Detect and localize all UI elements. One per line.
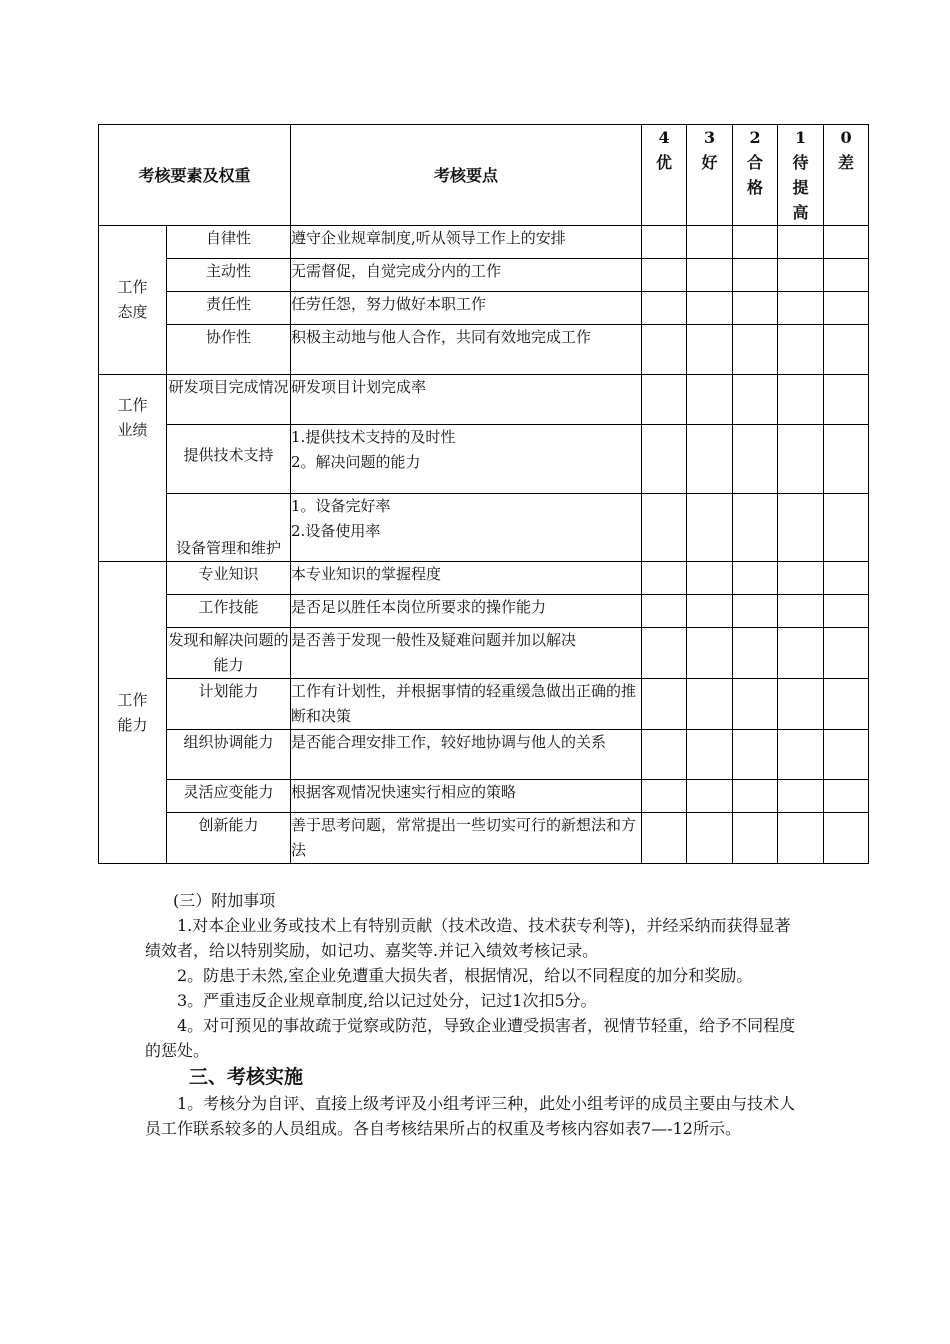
score-cell[interactable] <box>687 813 733 864</box>
item-description: 工作有计划性，并根据事情的轻重缓急做出正确的推断和决策 <box>291 679 642 730</box>
category-work-performance: 工作业绩 <box>99 375 167 562</box>
score-cell[interactable] <box>778 679 824 730</box>
score-cell[interactable] <box>733 425 778 494</box>
score-cell[interactable] <box>778 259 824 292</box>
score-cell[interactable] <box>733 813 778 864</box>
score-cell[interactable] <box>824 780 869 813</box>
score-cell[interactable] <box>687 780 733 813</box>
item-label: 工作技能 <box>167 595 291 628</box>
table-row <box>99 226 869 259</box>
item-description: 是否善于发现一般性及疑难问题并加以解决 <box>291 628 642 679</box>
score-cell[interactable] <box>642 780 687 813</box>
description-line: 2。解决问题的能力 <box>291 453 421 471</box>
score-cell[interactable] <box>778 425 824 494</box>
item-label: 发现和解决问题的能力 <box>167 628 291 679</box>
description-line: 1。设备完好率 <box>291 497 391 515</box>
item-label: 专业知识 <box>167 562 291 595</box>
score-cell[interactable] <box>733 259 778 292</box>
item-description: 是否足以胜任本岗位所要求的操作能力 <box>291 595 642 628</box>
score-cell[interactable] <box>824 494 869 562</box>
score-cell[interactable] <box>733 679 778 730</box>
score-cell[interactable] <box>824 259 869 292</box>
score-cell[interactable] <box>824 730 869 780</box>
item-description: 善于思考问题，常常提出一些切实可行的新想法和方法 <box>291 813 642 864</box>
score-cell[interactable] <box>824 375 869 425</box>
score-cell[interactable] <box>642 730 687 780</box>
item-description: 遵守企业规章制度,听从领导工作上的安排 <box>291 226 642 259</box>
score-cell[interactable] <box>687 679 733 730</box>
additional-item: 3。严重违反企业规章制度,给以记过处分，记过1次扣5分。 <box>177 991 597 1010</box>
header-score-0: 0 差 <box>824 125 869 226</box>
score-cell[interactable] <box>642 595 687 628</box>
header-score-1: 1 待 提 高 <box>778 125 824 226</box>
score-cell[interactable] <box>687 595 733 628</box>
score-cell[interactable] <box>642 375 687 425</box>
score-cell[interactable] <box>642 562 687 595</box>
section-paragraph: 1。考核分为自评、直接上级考评及小组考评三种，此处小组考评的成员主要由与技术人员工作联系较多的人员组成。各自考核结果所占的权重及考核内容如表7—-12所示。 <box>145 1094 796 1138</box>
score-cell[interactable] <box>642 679 687 730</box>
score-cell[interactable] <box>687 226 733 259</box>
table-row <box>99 730 869 780</box>
additional-item: 4。对可预见的事故疏于觉察或防范，导致企业遭受损害者，视情节轻重，给予不同程度的惩处。 <box>145 1016 796 1060</box>
additional-items-title: (三）附加事项 <box>173 891 276 910</box>
score-cell[interactable] <box>733 780 778 813</box>
score-cell[interactable] <box>824 628 869 679</box>
score-cell[interactable] <box>733 730 778 780</box>
section-heading: 三、考核实施 <box>189 1066 304 1088</box>
score-cell[interactable] <box>642 325 687 375</box>
score-cell[interactable] <box>687 494 733 562</box>
table-row <box>99 780 869 813</box>
header-element-weight: 考核要素及权重 <box>99 125 291 226</box>
item-label: 灵活应变能力 <box>167 780 291 813</box>
score-cell[interactable] <box>824 679 869 730</box>
score-cell[interactable] <box>733 325 778 375</box>
table-row <box>99 679 869 730</box>
score-cell[interactable] <box>687 375 733 425</box>
header-score-2: 2 合 格 <box>733 125 778 226</box>
item-label: 主动性 <box>167 259 291 292</box>
score-cell[interactable] <box>778 226 824 259</box>
score-cell[interactable] <box>824 292 869 325</box>
score-cell[interactable] <box>687 562 733 595</box>
score-cell[interactable] <box>778 730 824 780</box>
score-cell[interactable] <box>824 595 869 628</box>
item-description: 本专业知识的掌握程度 <box>291 562 642 595</box>
table-row <box>99 292 869 325</box>
score-cell[interactable] <box>778 375 824 425</box>
score-cell[interactable] <box>687 259 733 292</box>
item-label: 协作性 <box>167 325 291 375</box>
table-row <box>99 259 869 292</box>
score-cell[interactable] <box>778 628 824 679</box>
item-description <box>291 494 642 562</box>
score-cell[interactable] <box>778 325 824 375</box>
item-label: 组织协调能力 <box>167 730 291 780</box>
header-score-3: 3 好 <box>687 125 733 226</box>
score-cell[interactable] <box>824 425 869 494</box>
table-row <box>99 813 869 864</box>
score-cell[interactable] <box>733 562 778 595</box>
table-header-row <box>99 125 869 226</box>
score-cell[interactable] <box>778 562 824 595</box>
item-description: 是否能合理安排工作，较好地协调与他人的关系 <box>291 730 642 780</box>
score-cell[interactable] <box>642 226 687 259</box>
category-work-attitude: 工作态度 <box>99 226 167 375</box>
score-cell[interactable] <box>733 375 778 425</box>
score-cell[interactable] <box>778 780 824 813</box>
score-cell[interactable] <box>824 226 869 259</box>
item-description <box>291 425 642 494</box>
item-label: 研发项目完成情况 <box>167 375 291 425</box>
evaluation-table <box>98 124 869 864</box>
item-description: 根据客观情况快速实行相应的策略 <box>291 780 642 813</box>
score-cell[interactable] <box>642 259 687 292</box>
item-label: 责任性 <box>167 292 291 325</box>
score-cell[interactable] <box>642 494 687 562</box>
notes-section <box>145 888 805 1141</box>
item-label: 设备管理和维护 <box>167 494 291 562</box>
score-cell[interactable] <box>642 628 687 679</box>
description-line: 2.设备使用率 <box>291 522 381 540</box>
item-label: 创新能力 <box>167 813 291 864</box>
item-description: 任劳任怨，努力做好本职工作 <box>291 292 642 325</box>
item-description: 研发项目计划完成率 <box>291 375 642 425</box>
score-cell[interactable] <box>642 425 687 494</box>
score-cell[interactable] <box>778 595 824 628</box>
additional-item: 1.对本企业业务或技术上有特别贡献（技术改造、技术获专利等)，并经采纳而获得显著绩效者，给以特别奖励，如记功、嘉奖等.并记入绩效考核记录。 <box>145 916 791 960</box>
item-label: 计划能力 <box>167 679 291 730</box>
table-row <box>99 325 869 375</box>
score-cell[interactable] <box>733 494 778 562</box>
additional-item: 2。防患于未然,室企业免遭重大损失者，根据情况，给以不同程度的加分和奖励。 <box>177 966 753 985</box>
score-cell[interactable] <box>687 325 733 375</box>
score-cell[interactable] <box>824 813 869 864</box>
description-line: 1.提供技术支持的及时性 <box>291 428 456 446</box>
score-cell[interactable] <box>642 292 687 325</box>
score-cell[interactable] <box>642 813 687 864</box>
table-row <box>99 375 869 425</box>
score-cell[interactable] <box>687 425 733 494</box>
score-cell[interactable] <box>733 226 778 259</box>
score-cell[interactable] <box>733 628 778 679</box>
category-work-ability: 工作能力 <box>99 562 167 864</box>
score-cell[interactable] <box>778 813 824 864</box>
item-label: 自律性 <box>167 226 291 259</box>
score-cell[interactable] <box>687 292 733 325</box>
header-score-4: 4 优 <box>642 125 687 226</box>
table-row <box>99 628 869 679</box>
score-cell[interactable] <box>778 292 824 325</box>
score-cell[interactable] <box>824 325 869 375</box>
score-cell[interactable] <box>733 292 778 325</box>
table-row <box>99 562 869 595</box>
table-row <box>99 425 869 494</box>
score-cell[interactable] <box>824 562 869 595</box>
item-description: 无需督促，自觉完成分内的工作 <box>291 259 642 292</box>
table-row <box>99 494 869 562</box>
score-cell[interactable] <box>687 730 733 780</box>
score-cell[interactable] <box>733 595 778 628</box>
score-cell[interactable] <box>778 494 824 562</box>
header-key-points: 考核要点 <box>291 125 642 226</box>
item-label: 提供技术支持 <box>167 425 291 494</box>
table-row <box>99 595 869 628</box>
score-cell[interactable] <box>687 628 733 679</box>
item-description: 积极主动地与他人合作，共同有效地完成工作 <box>291 325 642 375</box>
